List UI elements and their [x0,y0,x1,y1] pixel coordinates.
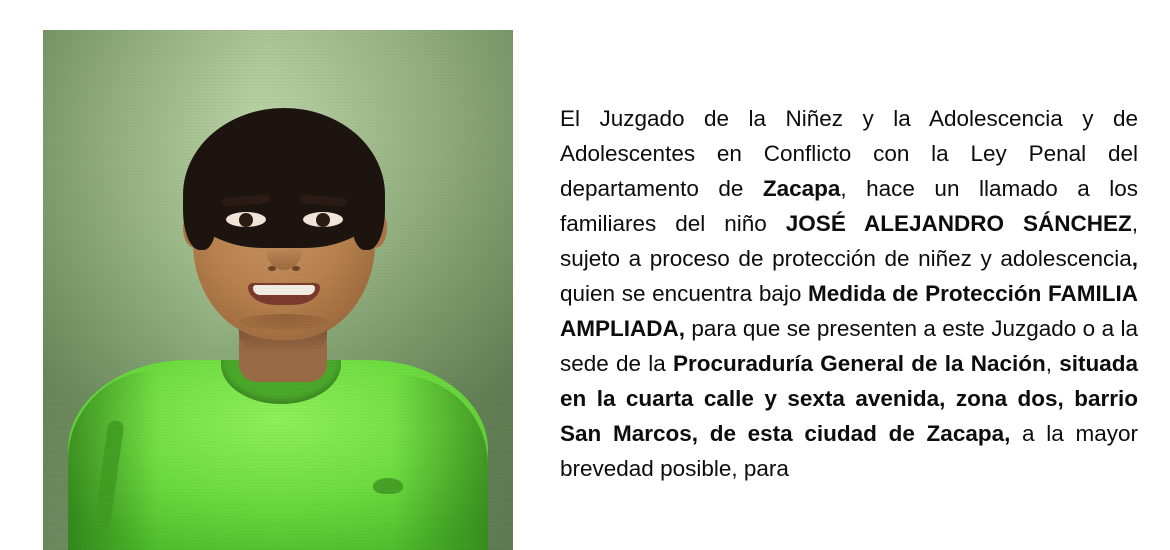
photo-subject [43,30,513,550]
nostril-left [268,266,276,271]
chin-shadow [239,314,329,330]
photo-canvas [43,30,513,550]
teeth [253,285,315,295]
hair-side-right [351,170,385,250]
eye-right [303,212,343,227]
notice-emphasis: JOSÉ ALEJANDRO SÁNCHEZ [785,210,1132,236]
eye-left [226,212,266,227]
shirt-shadow-right [393,375,488,550]
notice-run: , [1045,350,1060,376]
notice-run: quien se encuentra bajo [560,280,809,306]
notice-run: El Juzgado de la Niñez y la Adolescencia y de Adolescentes en Conflicto con la Ley Penal del departamento de [560,105,1138,201]
notice-emphasis: Procuraduría General de la Nación [672,350,1046,376]
notice-emphasis: Zacapa [762,175,841,201]
notice-emphasis: Medida de Protección FAMILIA AMPLIADA, [560,280,1138,341]
nostril-right [292,266,300,271]
pupil-left [239,213,253,227]
notice-run: para que se presenten a este Juzgado o a la sede de la [560,315,1138,376]
notice-emphasis: , [1131,245,1138,271]
nose [266,230,302,270]
notice-emphasis: situada en la cuarta calle y sexta avenida, zona dos, barrio San Marcos, de esta ciudad de Zacapa, [560,350,1138,446]
notice-run: a la mayor brevedad posible, para [560,420,1138,481]
subject-photo [43,30,513,550]
notice-body-text [560,101,1138,486]
pupil-right [316,213,330,227]
hair-side-left [183,170,217,250]
notice-run: , sujeto a proceso de protección de niñez y adolescencia [560,210,1138,271]
shirt-chest-logo [373,478,403,494]
notice-run: , hace un llamado a los familiares del niño [560,175,1138,236]
